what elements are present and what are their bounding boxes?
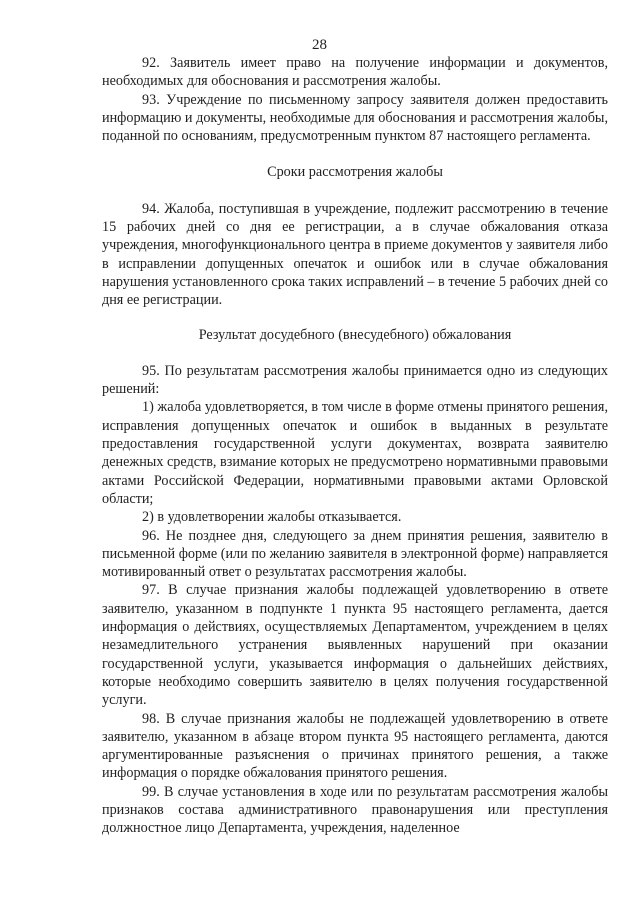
paragraph-96: 96. Не позднее дня, следующего за днем принятия решения, заявителю в письменной форме (или по желанию заявителя в электронной форме) направляется мотивированный ответ о результатах рассмотрения жалобы. — [102, 527, 608, 581]
page-number: 28 — [312, 37, 327, 53]
paragraph-98: 98. В случае признания жалобы не подлежащей удовлетворению в ответе заявителю, указанном в абзаце втором пункта 95 настоящего регламента, даются аргументированные разъяснения о причинах принятого решения, а также информация о порядке обжалования принятого решения. — [102, 710, 608, 782]
spacer — [102, 145, 608, 163]
paragraph-95: 95. По результатам рассмотрения жалобы принимается одно из следующих решений: — [102, 362, 608, 398]
paragraph-99: 99. В случае установления в ходе или по результатам рассмотрения жалобы признаков состава административного правонарушения или преступления должностное лицо Департамента, учреждения, наделенное — [102, 783, 608, 837]
paragraph-95-item-1: 1) жалоба удовлетворяется, в том числе в форме отмены принятого решения, исправления допущенных опечаток и ошибок в выданных в результате предоставления государственной услуги документах, возврата заявителю денежных средств, взимание которых не предусмотрено нормативными правовыми актами Российской Федерации, нормативными правовыми актами Орловской области; — [102, 399, 608, 507]
section-heading-terms: Сроки рассмотрения жалобы — [267, 164, 443, 181]
spacer — [102, 344, 608, 362]
document-body — [102, 54, 608, 838]
paragraph-95-item-2: 2) в удовлетворении жалобы отказывается. — [142, 509, 402, 526]
paragraph-92: 92. Заявитель имеет право на получение информации и документов, необходимых для обоснования и рассмотрения жалобы. — [102, 55, 608, 90]
spacer — [102, 182, 608, 200]
paragraph-93: 93. Учреждение по письменному запросу заявителя должен предоставить информацию и документы, необходимые для обоснования и рассмотрения жалобы, поданной по основаниям, предусмотренным пунктом 87 настоящего регламента. — [102, 91, 608, 145]
paragraph-97: 97. В случае признания жалобы подлежащей удовлетворению в ответе заявителю, указанном в подпункте 1 пункта 95 настоящего регламента, дается информация о действиях, осуществляемых Департаментом, учреждением в целях незамедлительного устранения выявленных нарушений при оказании государственной услуги, указывается информация о дальнейших действиях, которые необходимо совершить заявителю в целях получения государственной услуги. — [102, 582, 608, 709]
paragraph-94: 94. Жалоба, поступившая в учреждение, подлежит рассмотрению в течение 15 рабочих дней со дня ее регистрации, а в случае обжалования отказа учреждения, многофункционального центра в приеме документов у заявителя либо в исправлении допущенных опечаток и ошибок или в случае обжалования нарушения установленного срока таких исправлений – в течение 5 рабочих дней со дня ее регистрации. — [102, 200, 608, 309]
spacer — [102, 310, 608, 326]
section-heading-result: Результат досудебного (внесудебного) обжалования — [198, 326, 512, 343]
